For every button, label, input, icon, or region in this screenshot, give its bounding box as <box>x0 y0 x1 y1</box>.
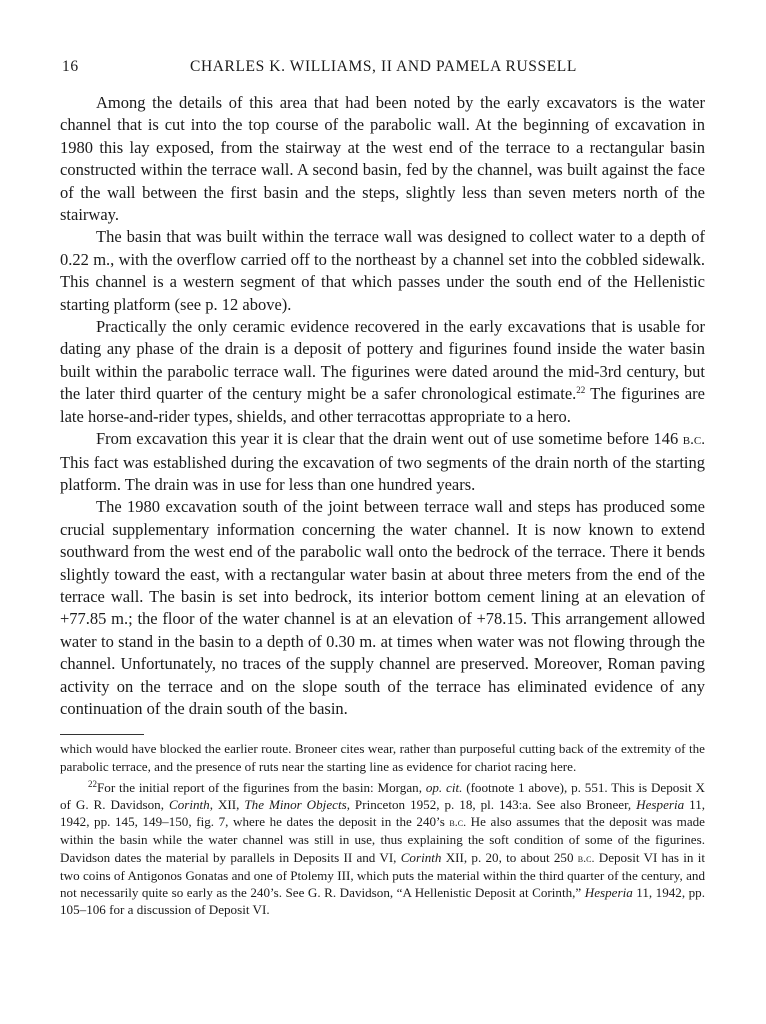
footnote-italic: Hesperia <box>636 796 685 812</box>
page <box>60 50 705 918</box>
bc-abbrev: b.c. <box>682 431 705 449</box>
footnote-ref-22[interactable]: 22 <box>576 385 586 396</box>
footnote-text: 11, 1942, pp. 145, 149–150, fig. 7, where he dates the deposit in the 240’s <box>60 796 706 830</box>
footnote-divider <box>60 734 144 735</box>
footnote-italic: op. cit. <box>425 779 463 795</box>
body-text <box>60 92 705 720</box>
footnote-text: , XII, <box>209 796 245 812</box>
paragraph-2: The basin that was built within the terrace wall was designed to collect water to a depth of 0.22 m., with the overflow carried off to the northeast by a channel set into the cobbled sidewalk. This channel is a western segment of that which passes under the south end of the Hellenistic starting platform (see p. 12 above). <box>60 227 705 314</box>
footnote-text: Deposit VI has in it two coins of Antigonos Gonatas and one of Ptolemy III, which puts the material within the third quarter of the century, and not necessarily quite so early as the 240’s. See G. R. Davidson, “A Hellenistic Deposit at Corinth,” <box>60 849 705 900</box>
footnote-text: 11, 1942, pp. 105–106 for a discussion of Deposit VI. <box>60 885 706 918</box>
footnote-italic: The Minor Objects <box>244 796 347 812</box>
bc-abbrev: b.c. <box>577 850 595 865</box>
footnote-text: , Princeton 1952, p. 18, pl. 143:a. See also Broneer, <box>346 796 637 812</box>
page-number: 16 <box>62 58 79 75</box>
paragraph-3 <box>60 316 705 428</box>
footnote-22-number: 22 <box>88 778 97 789</box>
footnote-text: XII, p. 20, to about 250 <box>441 849 578 865</box>
running-header <box>60 50 705 84</box>
paragraph-4-text-a: From excavation this year it is clear that the drain went out of use sometime before 146 <box>96 429 683 449</box>
paragraph-1: Among the details of this area that had been noted by the early excavators is the water channel that is cut into the top course of the parabolic wall. At the beginning of excavation in 1980 this lay exposed, from the stairway at the west end of the terrace to a rectangular basin constructed within the terrace wall. A second basin, fed by the channel, was built against the face of the wall between the first basin and the steps, slightly less than seven meters north of the stairway. <box>60 93 705 225</box>
footnote-22 <box>60 779 705 919</box>
footnotes <box>60 740 705 918</box>
paragraph-4-text-b: This fact was established during the excavation of two segments of the drain north of the starting platform. The drain was in use for less than one hundred years. <box>60 452 705 494</box>
paragraph-3-text-b: The figurines are late horse-and-rider types, shields, and other terracottas appropriate to a hero. <box>60 384 705 426</box>
footnote-text: (footnote 1 above), p. 551. This is Deposit X of G. R. Davidson, <box>60 779 705 812</box>
paragraph-3-text-a: Practically the only ceramic evidence recovered in the early excavations that is usable for dating any phase of the drain is a deposit of pottery and figurines found inside the water basin built within the parabolic terrace wall. The figurines were dated around the mid-3rd century, but the later third quarter of the century might be a safer chronological estimate. <box>60 317 705 404</box>
paragraph-4 <box>60 428 705 496</box>
footnote-italic: Corinth <box>168 796 210 812</box>
paragraph-5: The 1980 excavation south of the joint between terrace wall and steps has produced some crucial supplementary information concerning the water channel. It is now known to extend southward from the west end of the parabolic wall onto the bedrock of the terrace. There it bends slightly toward the east, with a rectangular water basin at about three meters from the end of the terrace wall. The basin is set into bedrock, its interior bottom cement lining at an elevation of +77.85 m.; the floor of the water channel is at an elevation of +78.15. This arrangement allowed water to stand in the basin to a depth of 0.30 m. at times when water was not flowing through the channel. Unfortunately, no traces of the supply channel are preserved. Moreover, Roman paving activity on the terrace and on the slope south of the terrace has eliminated evidence of any continuation of the drain south of the basin. <box>60 497 705 718</box>
footnote-text: For the initial report of the figurines from the basin: Morgan, <box>97 779 426 795</box>
footnote-italic: Hesperia <box>584 885 633 900</box>
running-head: CHARLES K. WILLIAMS, II AND PAMELA RUSSELL <box>190 58 577 75</box>
bc-abbrev: b.c. <box>449 815 467 830</box>
footnote-text: He also assumes that the deposit was made within the basin while the water channel was still in use, thus explaining the soft condition of some of the figurines. Davidson dates the material by parallels in Deposits II and VI, <box>60 814 705 865</box>
footnote-carryover: which would have blocked the earlier route. Broneer cites wear, rather than purposeful cutting back of the extremity of the parabolic terrace, and the presence of ruts near the starting line as evidence for chariot racing here. <box>60 741 705 774</box>
footnote-italic: Corinth <box>400 849 442 865</box>
